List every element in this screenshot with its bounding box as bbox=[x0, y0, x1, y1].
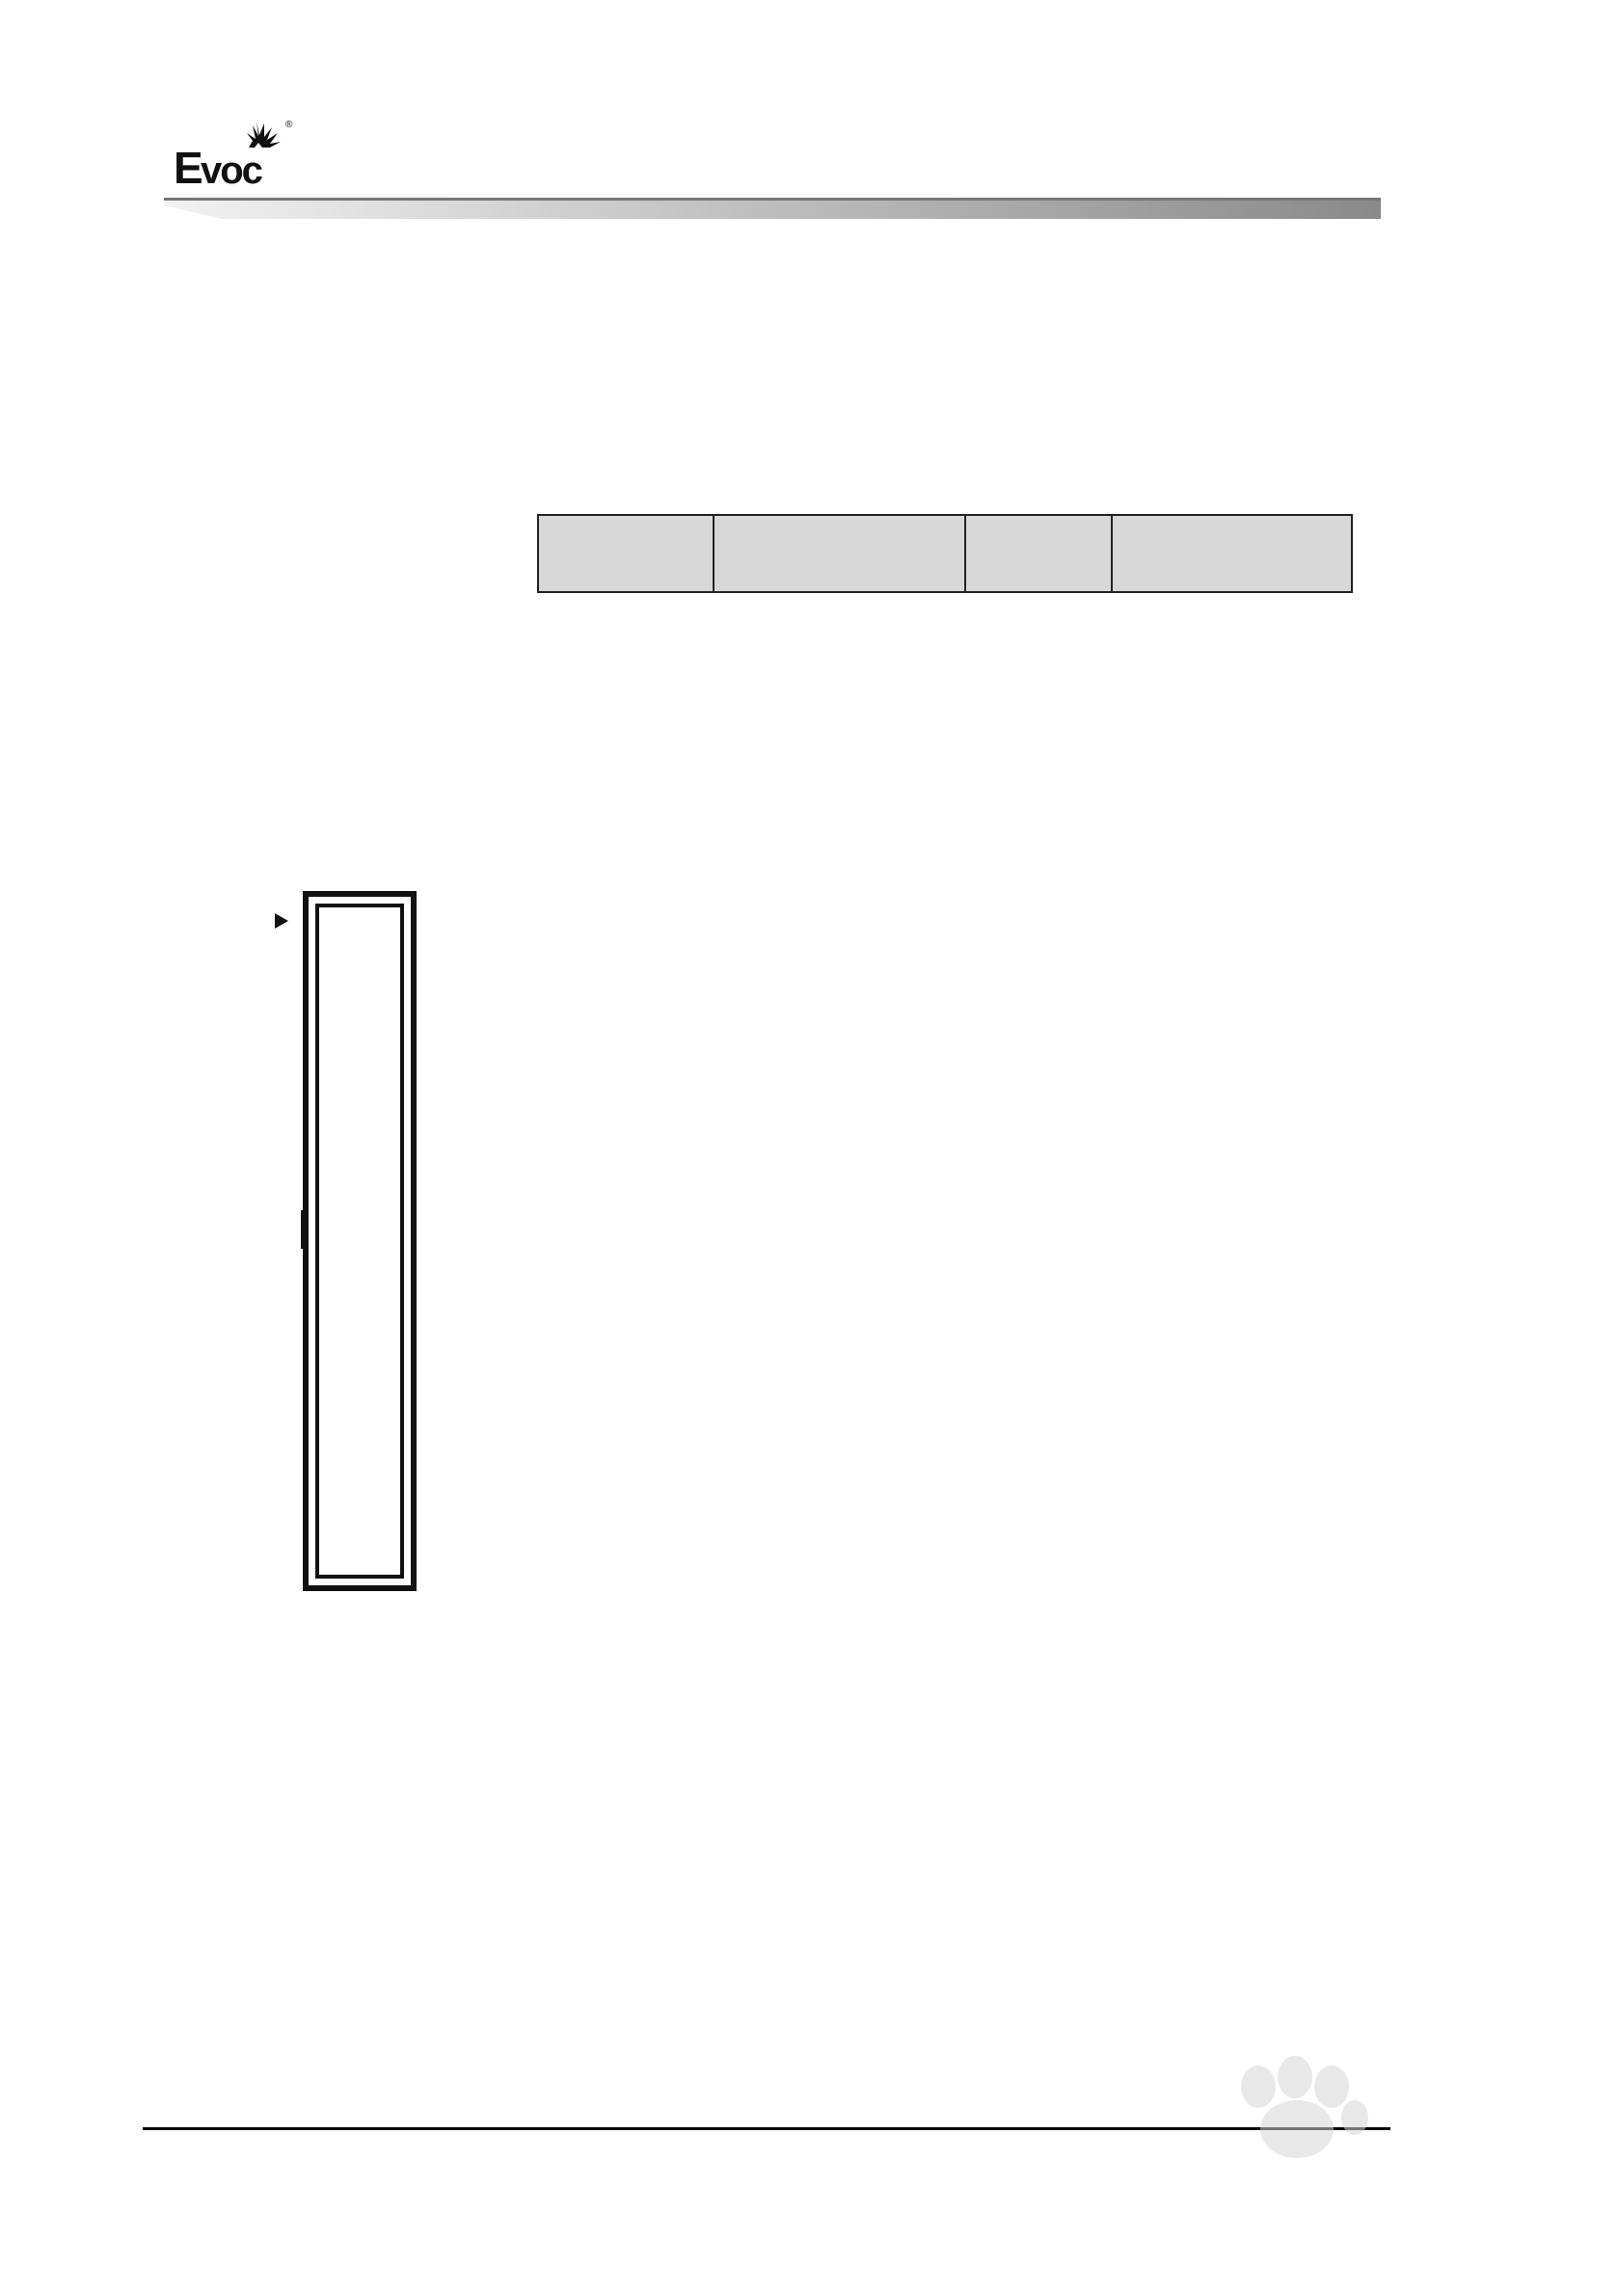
header-pin bbox=[538, 515, 714, 592]
pin1-arrow-icon bbox=[275, 913, 288, 929]
header-rule bbox=[164, 198, 1381, 223]
baidu-watermark bbox=[1152, 2054, 1548, 2285]
svg-text:®: ® bbox=[285, 120, 293, 130]
header-pin bbox=[965, 515, 1112, 592]
header-signal bbox=[714, 515, 965, 592]
evoc-logo bbox=[172, 114, 307, 191]
paw-icon bbox=[1241, 2056, 1368, 2158]
header-signal bbox=[1112, 515, 1352, 592]
svg-text:voc: voc bbox=[201, 149, 261, 191]
pin-definition-table bbox=[537, 514, 1353, 593]
connector-outer-frame bbox=[306, 894, 414, 1588]
connector-inner-frame bbox=[317, 905, 402, 1577]
connector-key-notch bbox=[301, 1210, 307, 1249]
svg-text:E: E bbox=[174, 143, 202, 191]
table-header-row bbox=[538, 515, 1352, 592]
ide-connector-diagram bbox=[246, 882, 477, 1596]
